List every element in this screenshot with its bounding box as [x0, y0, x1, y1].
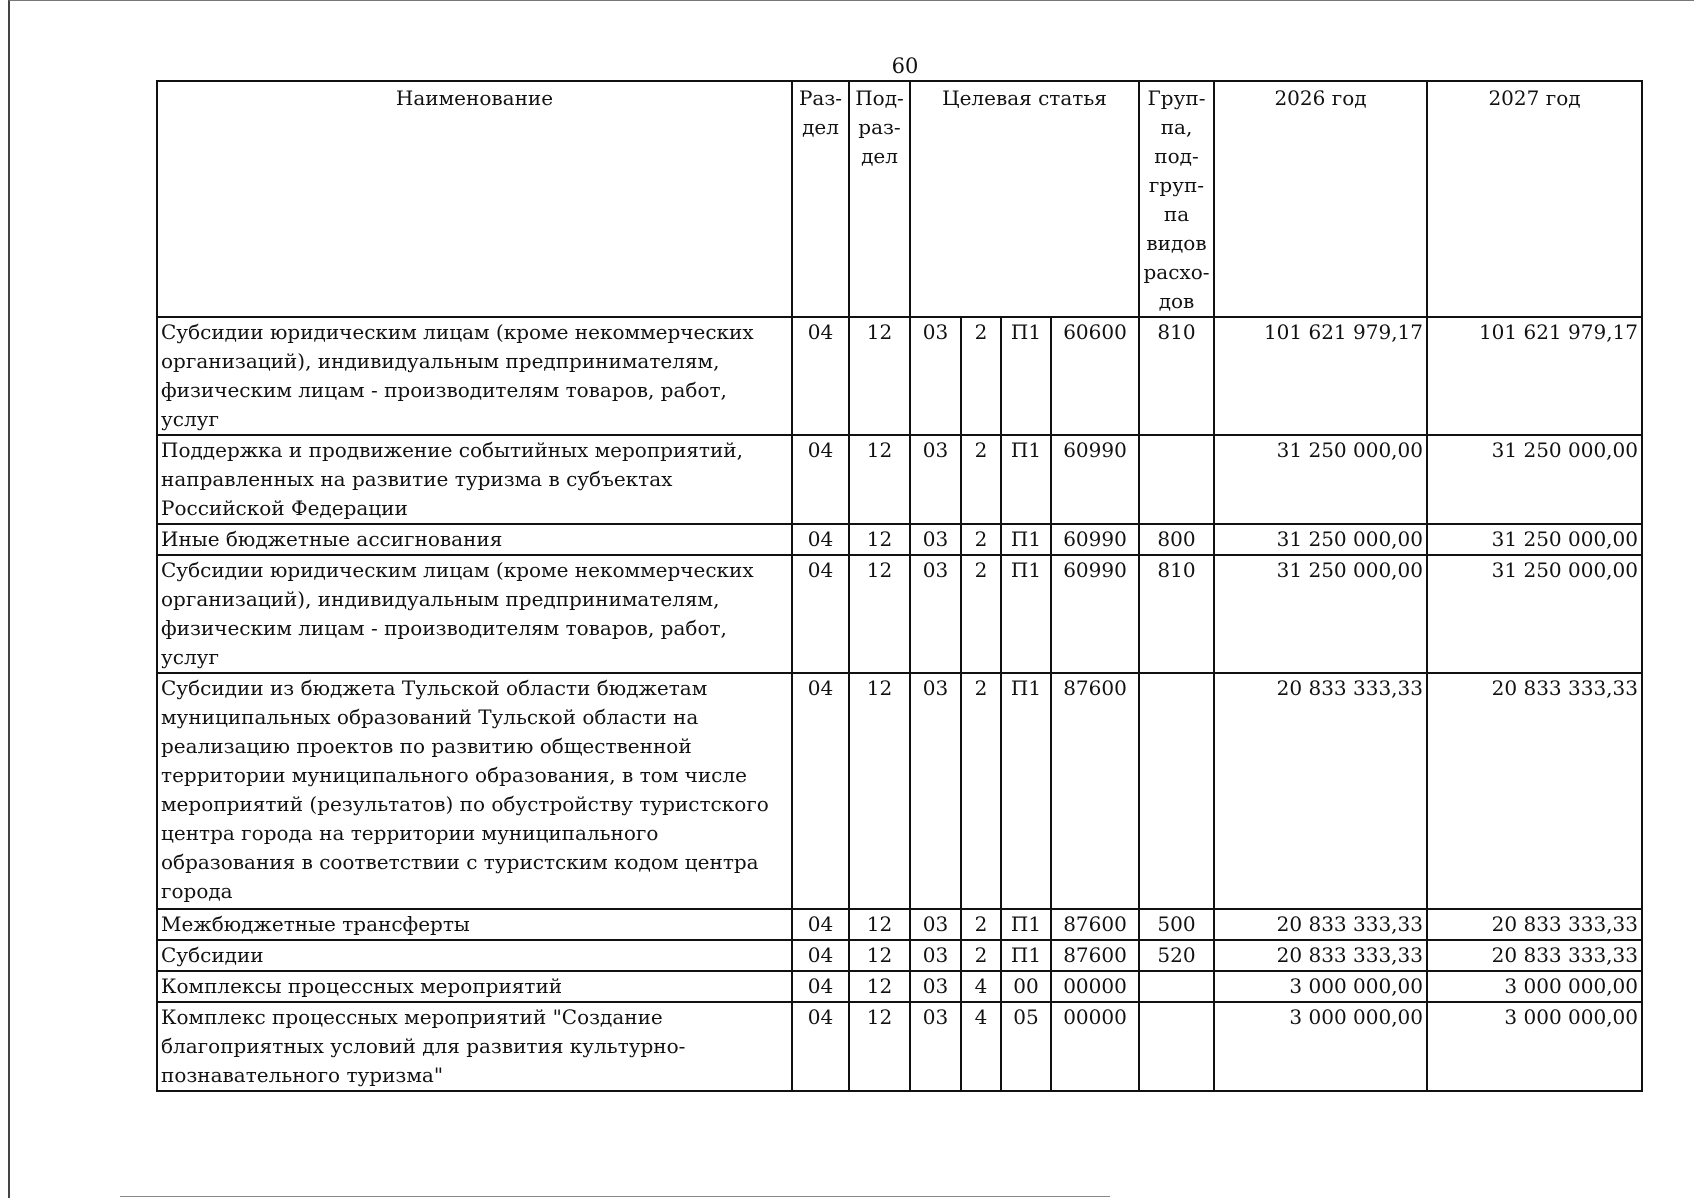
row-cs-direction: 60990 [1051, 555, 1139, 673]
row-2027: 31 250 000,00 [1427, 524, 1642, 555]
row-cs-program: 03 [910, 673, 961, 909]
row-cs-direction: 60600 [1051, 317, 1139, 435]
row-cs-type: 2 [961, 909, 1001, 940]
row-podrazdel: 12 [849, 971, 910, 1002]
row-name: Субсидии [157, 940, 792, 971]
table-row [157, 1002, 1642, 1091]
row-cs-element: П1 [1001, 909, 1051, 940]
row-podrazdel: 12 [849, 317, 910, 435]
row-2026: 20 833 333,33 [1214, 940, 1427, 971]
row-podrazdel: 12 [849, 909, 910, 940]
row-razdel: 04 [792, 1002, 849, 1091]
row-cs-element: П1 [1001, 555, 1051, 673]
row-cs-direction: 87600 [1051, 940, 1139, 971]
row-podrazdel: 12 [849, 555, 910, 673]
row-2026: 3 000 000,00 [1214, 1002, 1427, 1091]
row-vr [1139, 1002, 1214, 1091]
row-2027: 20 833 333,33 [1427, 673, 1642, 909]
row-cs-type: 4 [961, 971, 1001, 1002]
table-row [157, 940, 1642, 971]
row-cs-type: 4 [961, 1002, 1001, 1091]
row-cs-element: П1 [1001, 940, 1051, 971]
table-row [157, 673, 1642, 909]
row-name: Межбюджетные трансферты [157, 909, 792, 940]
row-razdel: 04 [792, 435, 849, 524]
row-2026: 31 250 000,00 [1214, 435, 1427, 524]
row-vr [1139, 971, 1214, 1002]
row-vr: 520 [1139, 940, 1214, 971]
header-2027: 2027 год [1427, 81, 1642, 317]
row-2027: 20 833 333,33 [1427, 909, 1642, 940]
table-row [157, 909, 1642, 940]
header-gruppa-vidov-rashodov: Груп- па, под- груп- па видов расхо- дов [1139, 81, 1214, 317]
row-cs-program: 03 [910, 435, 961, 524]
header-name: Наименование [157, 81, 792, 317]
row-cs-element: 00 [1001, 971, 1051, 1002]
row-2027: 31 250 000,00 [1427, 555, 1642, 673]
row-2027: 101 621 979,17 [1427, 317, 1642, 435]
row-2026: 31 250 000,00 [1214, 555, 1427, 673]
row-2026: 20 833 333,33 [1214, 673, 1427, 909]
row-cs-type: 2 [961, 940, 1001, 971]
row-name: Комплексы процессных мероприятий [157, 971, 792, 1002]
row-vr: 810 [1139, 555, 1214, 673]
row-razdel: 04 [792, 555, 849, 673]
row-name: Субсидии юридическим лицам (кроме некоммерческих организаций), индивидуальным предпринимателям, физическим лицам - производителям товаров, работ, услуг [157, 317, 792, 435]
row-cs-element: П1 [1001, 524, 1051, 555]
row-2027: 3 000 000,00 [1427, 1002, 1642, 1091]
row-name: Комплекс процессных мероприятий "Создание благоприятных условий для развития культурно-познавательного туризма" [157, 1002, 792, 1091]
row-cs-type: 2 [961, 435, 1001, 524]
row-cs-direction: 00000 [1051, 971, 1139, 1002]
row-podrazdel: 12 [849, 524, 910, 555]
table-row [157, 555, 1642, 673]
budget-table [156, 80, 1643, 1092]
row-name: Субсидии юридическим лицам (кроме некоммерческих организаций), индивидуальным предпринимателям, физическим лицам - производителям товаров, работ, услуг [157, 555, 792, 673]
header-2026: 2026 год [1214, 81, 1427, 317]
row-vr [1139, 435, 1214, 524]
row-2027: 20 833 333,33 [1427, 940, 1642, 971]
header-razdel: Раз- дел [792, 81, 849, 317]
row-cs-element: П1 [1001, 435, 1051, 524]
row-2026: 3 000 000,00 [1214, 971, 1427, 1002]
table-row [157, 435, 1642, 524]
row-razdel: 04 [792, 971, 849, 1002]
header-celevaya-statya: Целевая статья [910, 81, 1139, 317]
row-name: Поддержка и продвижение событийных мероприятий, направленных на развитие туризма в субъектах Российской Федерации [157, 435, 792, 524]
row-podrazdel: 12 [849, 673, 910, 909]
row-cs-element: П1 [1001, 317, 1051, 435]
row-cs-program: 03 [910, 909, 961, 940]
header-podrazdel: Под- раз- дел [849, 81, 910, 317]
row-2026: 20 833 333,33 [1214, 909, 1427, 940]
table-row [157, 317, 1642, 435]
row-cs-direction: 00000 [1051, 1002, 1139, 1091]
row-cs-direction: 60990 [1051, 435, 1139, 524]
row-podrazdel: 12 [849, 940, 910, 971]
row-razdel: 04 [792, 317, 849, 435]
row-cs-element: 05 [1001, 1002, 1051, 1091]
page-number: 60 [891, 54, 919, 78]
row-podrazdel: 12 [849, 1002, 910, 1091]
row-cs-program: 03 [910, 940, 961, 971]
row-cs-type: 2 [961, 317, 1001, 435]
row-razdel: 04 [792, 524, 849, 555]
row-vr: 500 [1139, 909, 1214, 940]
row-podrazdel: 12 [849, 435, 910, 524]
row-cs-program: 03 [910, 524, 961, 555]
row-2027: 3 000 000,00 [1427, 971, 1642, 1002]
row-cs-program: 03 [910, 317, 961, 435]
row-2026: 101 621 979,17 [1214, 317, 1427, 435]
table-row [157, 971, 1642, 1002]
row-vr: 800 [1139, 524, 1214, 555]
row-2026: 31 250 000,00 [1214, 524, 1427, 555]
row-razdel: 04 [792, 909, 849, 940]
row-cs-type: 2 [961, 555, 1001, 673]
table-row [157, 524, 1642, 555]
table-header-row [157, 81, 1642, 317]
row-vr [1139, 673, 1214, 909]
row-cs-program: 03 [910, 1002, 961, 1091]
row-cs-type: 2 [961, 524, 1001, 555]
row-cs-direction: 87600 [1051, 673, 1139, 909]
row-cs-direction: 87600 [1051, 909, 1139, 940]
row-name: Иные бюджетные ассигнования [157, 524, 792, 555]
row-vr: 810 [1139, 317, 1214, 435]
row-cs-element: П1 [1001, 673, 1051, 909]
row-cs-program: 03 [910, 971, 961, 1002]
row-razdel: 04 [792, 673, 849, 909]
row-cs-direction: 60990 [1051, 524, 1139, 555]
row-cs-program: 03 [910, 555, 961, 673]
row-name: Субсидии из бюджета Тульской области бюджетам муниципальных образований Тульской области на реализацию проектов по развитию общественной территории муниципального образования, в том числе мероприятий (результатов) по обустройству туристского центра города на территории муниципального образования в соответствии с туристским кодом центра города [157, 673, 792, 909]
bottom-rule [120, 1196, 1110, 1197]
row-razdel: 04 [792, 940, 849, 971]
row-2027: 31 250 000,00 [1427, 435, 1642, 524]
row-cs-type: 2 [961, 673, 1001, 909]
